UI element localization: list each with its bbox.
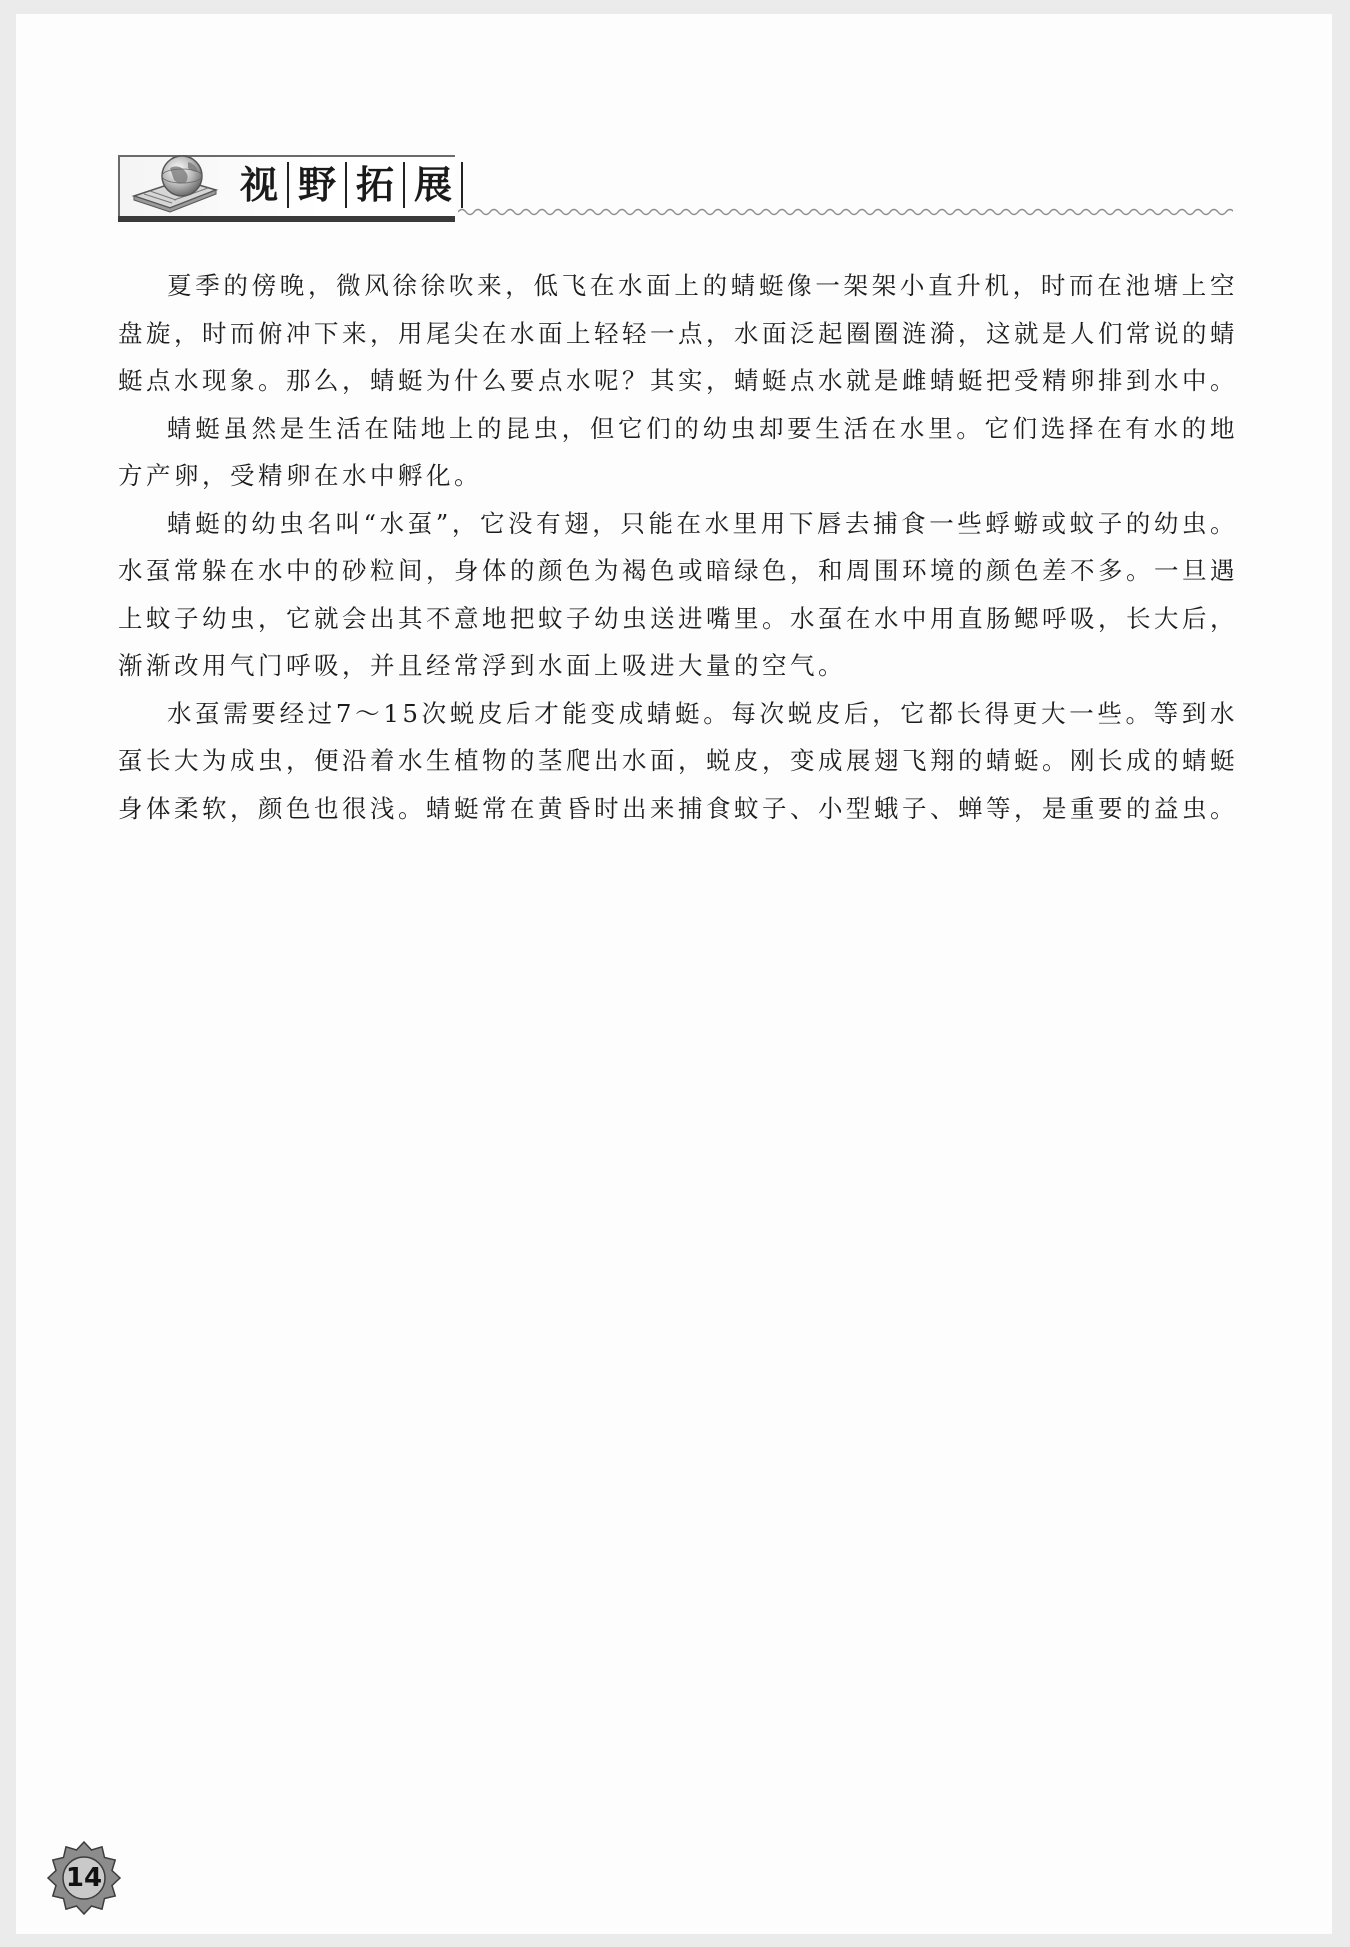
section-title	[240, 162, 463, 208]
section-title-char: 拓	[347, 162, 405, 208]
article-paragraph: 蜻蜓的幼虫名叫“水虿”，它没有翅，只能在水里用下唇去捕食一些蜉蝣或蚊子的幼虫。水虿常躲在水中的砂粒间，身体的颜色为褐色或暗绿色，和周围环境的颜色差不多。一旦遇上蚊子幼虫，它就会出其不意地把蚊子幼虫送进嘴里。水虿在水中用直肠鳃呼吸，长大后，渐渐改用气门呼吸，并且经常浮到水面上吸进大量的空气。	[118, 508, 1238, 680]
section-header	[118, 150, 1233, 225]
article-paragraph: 夏季的傍晚，微风徐徐吹来，低飞在水面上的蜻蜓像一架架小直升机，时而在池塘上空盘旋，时而俯冲下来，用尾尖在水面上轻轻一点，水面泛起圈圈涟漪，这就是人们常说的蜻蜓点水现象。那么，蜻蜓为什么要点水呢？其实，蜻蜓点水就是雌蜻蜓把受精卵排到水中。	[118, 271, 1238, 395]
article-paragraph: 蜻蜓虽然是生活在陆地上的昆虫，但它们的幼虫却要生活在水里。它们选择在有水的地方产卵，受精卵在水中孵化。	[118, 413, 1238, 490]
article-paragraph: 水虿需要经过7～15次蜕皮后才能变成蜻蜓。每次蜕皮后，它都长得更大一些。等到水虿长大为成虫，便沿着水生植物的茎爬出水面，蜕皮，变成展翅飞翔的蜻蜓。刚长成的蜻蜓身体柔软，颜色也很浅。蜻蜓常在黄昏时出来捕食蚊子、小型蛾子、蝉等，是重要的益虫。	[118, 698, 1238, 823]
book-globe-icon	[130, 150, 220, 216]
section-title-char: 展	[405, 162, 463, 208]
page-number: 14	[65, 1863, 103, 1893]
wavy-divider	[458, 205, 1233, 219]
section-title-char: 野	[289, 162, 347, 208]
section-title-char: 视	[240, 162, 289, 208]
section-header-underline	[118, 216, 455, 222]
article-body	[118, 262, 1238, 832]
